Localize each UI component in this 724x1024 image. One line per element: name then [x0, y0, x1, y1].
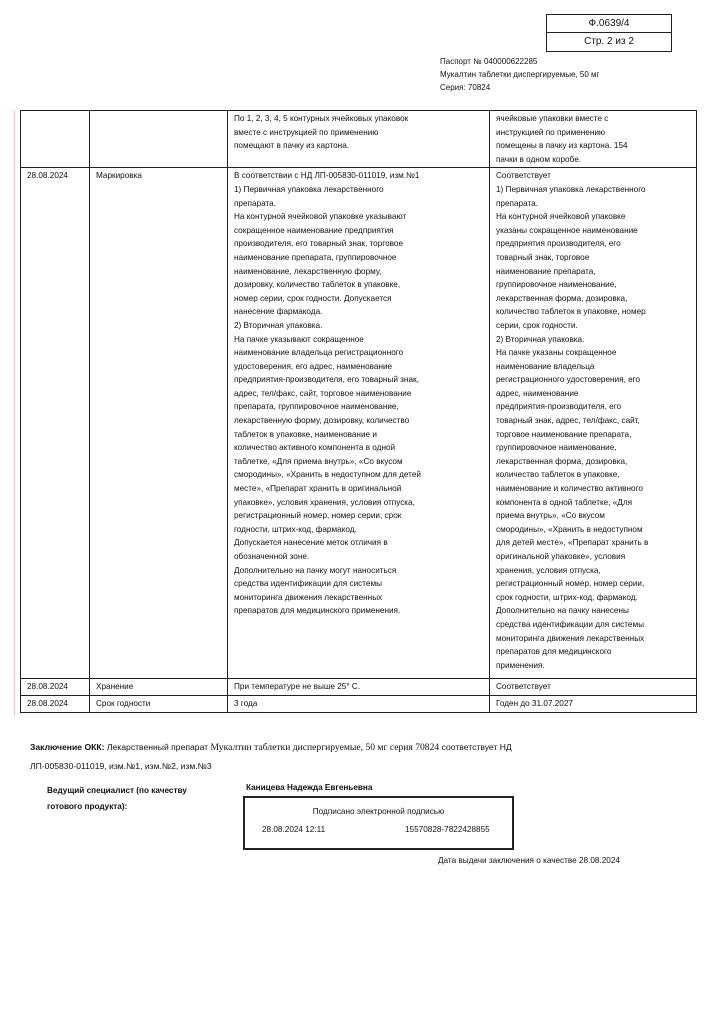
margin-line [14, 110, 15, 716]
table-row [21, 168, 697, 679]
param-cell [90, 111, 228, 168]
passport-header [440, 55, 599, 94]
passport-number: Паспорт № 040000622285 [440, 57, 538, 66]
result-cell: Соответствует [490, 679, 697, 696]
conclusion-text-prefix: Лекарственный препарат [106, 742, 209, 752]
table-row [21, 679, 697, 696]
form-code: Ф.0639/4 [588, 18, 630, 29]
signature-code: 15570828-7822428855 [405, 825, 490, 834]
issue-date: Дата выдачи заключения о качестве 28.08.2024 [438, 856, 620, 865]
conclusion-nd: ЛП-005830-011019, изм.№1, изм.№2, изм.№3 [30, 761, 212, 771]
result-cell: Годен до 31.07.2027 [490, 695, 697, 712]
signature-title: Подписано электронной подписью [312, 807, 445, 816]
requirement-cell: По 1, 2, 3, 4, 5 контурных ячейковых упаковок вместе с инструкцией по применению помещают в пачку из картона. [228, 111, 490, 168]
conclusion [30, 738, 680, 776]
table-row [21, 695, 697, 712]
requirement-cell: В соответствии с НД ЛП-005830-011019, изм.№1 1) Первичная упаковка лекарственного препарата. На контурной ячейковой упаковке указывают сокращенное наименование предприятия производителя, его товарный знак, торговое наименование препарата, группировочное наименование, лекарственную форму, дозировку, количество таблеток в упаковке, номер серии, срок годности. Допускается нанесение фармакода. 2) Вторичная упаковка. На пачке указывают сокращенное наименование владельца регистрационного удостоверения, его адрес, наименование предприятия-производителя, его товарный знак, адрес, тел/факс, сайт, торговое наименование препарата, группировочное наименование, лекарственную форму, дозировку, количество таблеток в упаковке, наименование и количество активного компонента в одной таблетке, «Для приема внутрь», «Со вкусом смородины», «Хранить в недоступном для детей месте», «Препарат хранить в оригинальной упаковке», условия хранения, условия отпуска, регистрационный номер, номер серии, срок годности, штрих-код, фармакод. Допускается нанесение меток отличия в обозначенной зоне. Дополнительно на пачку могут наноситься средства идентификации для системы мониторинга движения лекарственных препаратов для медицинского применения. [228, 168, 490, 679]
passport-series: Серия: 70824 [440, 83, 491, 92]
conclusion-label: Заключение ОКК: [30, 742, 105, 752]
param-cell: Хранение [90, 679, 228, 696]
result-cell: Соответствует 1) Первичная упаковка лекарственного препарата. На контурной ячейковой упаковке указаны сокращенное наименование предприятия производителя, его товарный знак, торговое наименование препарата, группировочное наименование, лекарственная форма, дозировка, количество таблеток в упаковке, номер серии, срок годности. 2) Вторичная упаковка. На пачке указаны сокращенное наименование владельца регистрационного удостоверения, его адрес, наименование предприятия-производителя, его товарный знак, адрес, тел/факс, сайт, торговое наименование препарата, группировочное наименование, лекарственная форма, дозировка, количество таблеток в упаковке, наименование и количество активного компонента в одной таблетке, «Для приема внутрь», «Со вкусом смородины», «Хранить в недоступном для детей месте», «Препарат хранить в оригинальной упаковке», условия хранения, условия отпуска, регистрационный номер, номер серии, срок годности, штрих-код, фармакод. Дополнительно на пачку нанесены средства идентификации для системы мониторинга движения лекарственных препаратов для медицинского применения. [490, 168, 697, 679]
requirement-cell: 3 года [228, 695, 490, 712]
electronic-signature-box [243, 796, 514, 850]
page-number: Стр. 2 из 2 [547, 32, 671, 50]
conclusion-product: Мукалтин таблетки диспергируемые, 50 мг серия 70824 [210, 742, 440, 753]
form-code-box [546, 14, 672, 52]
result-cell: ячейковые упаковки вместе с инструкцией по применению помещены в пачку из картона. 154 пачки в одном коробе. [490, 111, 697, 168]
param-cell: Маркировка [90, 168, 228, 679]
date-cell: 28.08.2024 [21, 679, 90, 696]
specialist-name: Каницева Надежда Евгеньевна [246, 783, 373, 792]
table-row [21, 111, 697, 168]
date-cell: 28.08.2024 [21, 695, 90, 712]
requirement-cell: При температуре не выше 25° С. [228, 679, 490, 696]
passport-product: Мукалтин таблетки диспергируемые, 50 мг [440, 70, 600, 79]
date-cell: 28.08.2024 [21, 168, 90, 679]
date-cell [21, 111, 90, 168]
quality-table [20, 110, 697, 713]
specialist-label: Ведущий специалист (по качеству готового продукта): [47, 786, 187, 811]
conclusion-text-suffix: соответствует НД [441, 742, 512, 752]
signature-datetime: 28.08.2024 12:11 [262, 825, 326, 834]
param-cell: Срок годности [90, 695, 228, 712]
